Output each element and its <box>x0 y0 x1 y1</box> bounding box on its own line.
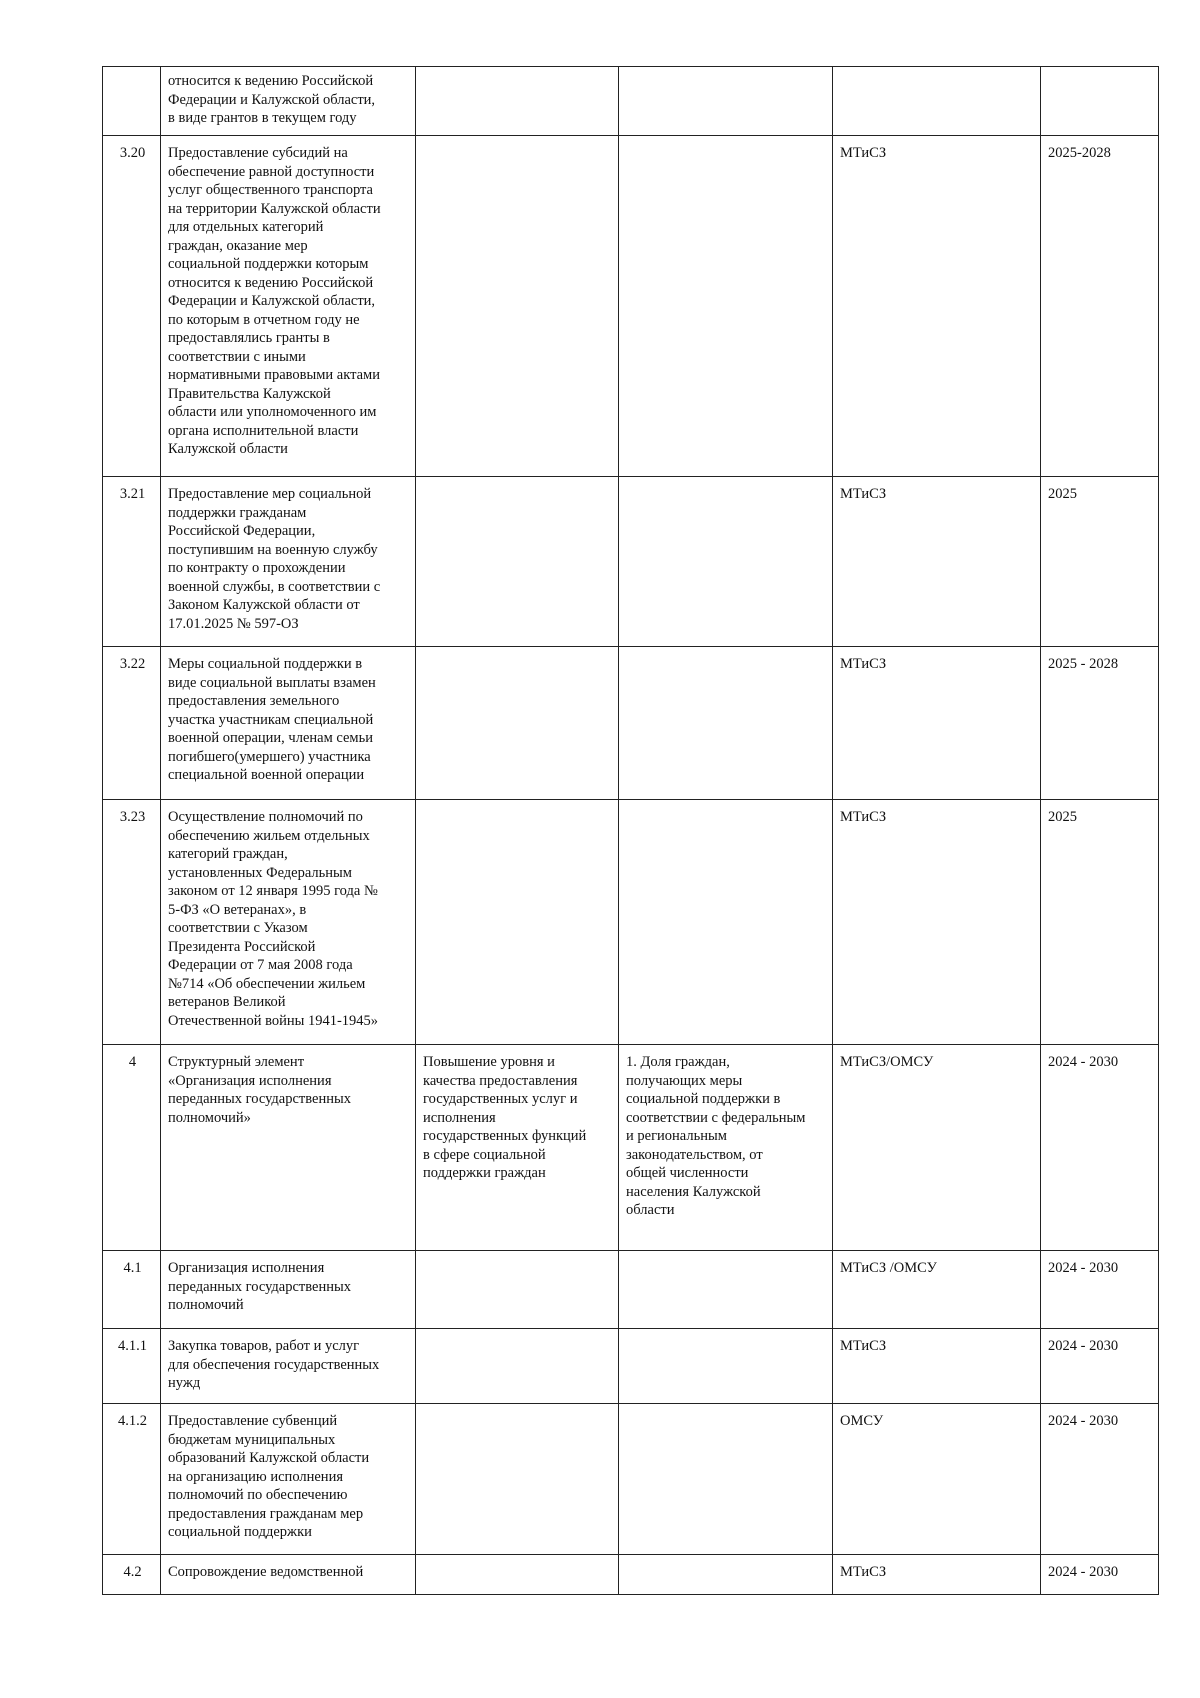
task-cell <box>416 1555 619 1595</box>
period-cell: 2025 <box>1041 477 1159 647</box>
responsible-cell: ОМСУ <box>833 1404 1041 1555</box>
task-cell <box>416 800 619 1045</box>
row-number: 4.1 <box>103 1251 161 1329</box>
indicator-cell <box>619 647 833 800</box>
task-cell <box>416 67 619 136</box>
table-row <box>103 1555 1159 1595</box>
indicator-cell <box>619 1251 833 1329</box>
period-cell <box>1041 67 1159 136</box>
measure-name: Предоставление субсидий на обеспечение равной доступности услуг общественного транспорта на территории Калужской области для отдельных категорий граждан, оказание мер социальной поддержки которым относится к ведению Российской Федерации и Калужской области, по которым в отчетном году не предоставлялись гранты в соответствии с иными нормативными правовыми актами Правительства Калужской области или уполномоченного им органа исполнительной власти Калужской области <box>161 136 416 477</box>
responsible-cell: МТиСЗ <box>833 136 1041 477</box>
period-cell: 2025 <box>1041 800 1159 1045</box>
indicator-cell <box>619 1555 833 1595</box>
measure-name: Предоставление субвенций бюджетам муниципальных образований Калужской области на организацию исполнения полномочий по обеспечению предоставления гражданам мер социальной поддержки <box>161 1404 416 1555</box>
table-row <box>103 1251 1159 1329</box>
row-number: 3.23 <box>103 800 161 1045</box>
row-number: 4.2 <box>103 1555 161 1595</box>
row-number: 3.22 <box>103 647 161 800</box>
table-row <box>103 136 1159 477</box>
task-cell <box>416 1329 619 1404</box>
program-table <box>102 66 1159 1595</box>
responsible-cell: МТиСЗ <box>833 647 1041 800</box>
responsible-cell: МТиСЗ <box>833 1555 1041 1595</box>
indicator-cell <box>619 1329 833 1404</box>
table-row <box>103 67 1159 136</box>
row-number: 4 <box>103 1045 161 1251</box>
responsible-cell: МТиСЗ <box>833 800 1041 1045</box>
indicator-cell <box>619 800 833 1045</box>
responsible-cell: МТиСЗ/ОМСУ <box>833 1045 1041 1251</box>
task-cell <box>416 136 619 477</box>
indicator-cell <box>619 1404 833 1555</box>
measure-name: Меры социальной поддержки в виде социальной выплаты взамен предоставления земельного участка участникам специальной военной операции, членам семьи погибшего(умершего) участника специальной военной операции <box>161 647 416 800</box>
task-cell <box>416 1251 619 1329</box>
responsible-cell <box>833 67 1041 136</box>
row-number: 4.1.1 <box>103 1329 161 1404</box>
indicator-cell <box>619 477 833 647</box>
row-number: 4.1.2 <box>103 1404 161 1555</box>
measure-name: Сопровождение ведомственной <box>161 1555 416 1595</box>
period-cell: 2025-2028 <box>1041 136 1159 477</box>
measure-name: Организация исполнения переданных государственных полномочий <box>161 1251 416 1329</box>
indicator-cell <box>619 136 833 477</box>
table-row <box>103 647 1159 800</box>
measure-name: Структурный элемент «Организация исполнения переданных государственных полномочий» <box>161 1045 416 1251</box>
task-cell <box>416 477 619 647</box>
period-cell: 2024 - 2030 <box>1041 1045 1159 1251</box>
measure-name: Закупка товаров, работ и услуг для обеспечения государственных нужд <box>161 1329 416 1404</box>
table-row <box>103 477 1159 647</box>
task-cell: Повышение уровня и качества предоставления государственных услуг и исполнения государственных функций в сфере социальной поддержки граждан <box>416 1045 619 1251</box>
task-cell <box>416 1404 619 1555</box>
table-row <box>103 1045 1159 1251</box>
period-cell: 2025 - 2028 <box>1041 647 1159 800</box>
responsible-cell: МТиСЗ <box>833 477 1041 647</box>
indicator-cell <box>619 67 833 136</box>
period-cell: 2024 - 2030 <box>1041 1329 1159 1404</box>
table-row <box>103 1329 1159 1404</box>
responsible-cell: МТиСЗ /ОМСУ <box>833 1251 1041 1329</box>
row-number: 3.20 <box>103 136 161 477</box>
measure-name: Осуществление полномочий по обеспечению жильем отдельных категорий граждан, установленных Федеральным законом от 12 января 1995 года № 5-ФЗ «О ветеранах», в соответствии с Указом Президента Российской Федерации от 7 мая 2008 года №714 «Об обеспечении жильем ветеранов Великой Отечественной войны 1941-1945» <box>161 800 416 1045</box>
period-cell: 2024 - 2030 <box>1041 1404 1159 1555</box>
table-row <box>103 1404 1159 1555</box>
responsible-cell: МТиСЗ <box>833 1329 1041 1404</box>
row-number <box>103 67 161 136</box>
table-row <box>103 800 1159 1045</box>
period-cell: 2024 - 2030 <box>1041 1555 1159 1595</box>
measure-name: Предоставление мер социальной поддержки гражданам Российской Федерации, поступившим на военную службу по контракту о прохождении военной службы, в соответствии с Законом Калужской области от 17.01.2025 № 597-ОЗ <box>161 477 416 647</box>
measure-name: относится к ведению Российской Федерации и Калужской области, в виде грантов в текущем году <box>161 67 416 136</box>
task-cell <box>416 647 619 800</box>
row-number: 3.21 <box>103 477 161 647</box>
period-cell: 2024 - 2030 <box>1041 1251 1159 1329</box>
indicator-cell: 1. Доля граждан, получающих меры социальной поддержки в соответствии с федеральным и региональным законодательством, от общей численности населения Калужской области <box>619 1045 833 1251</box>
